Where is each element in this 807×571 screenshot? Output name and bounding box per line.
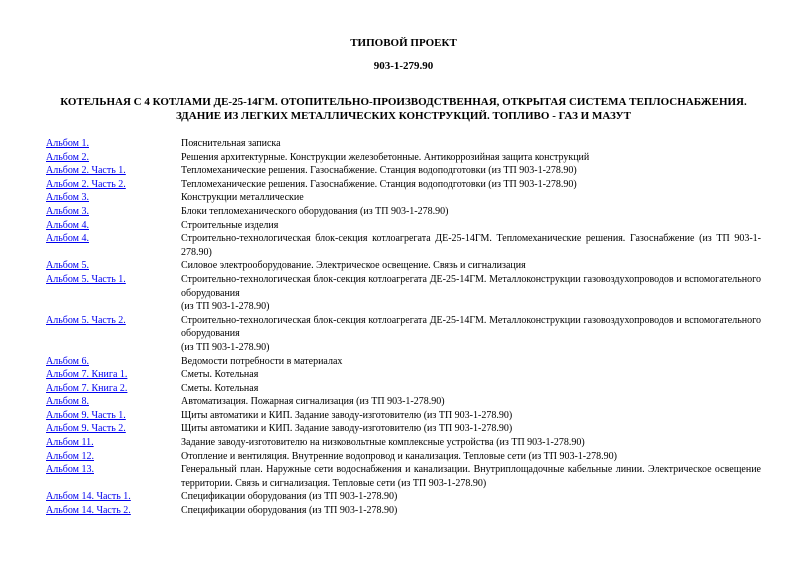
album-row [0,219,807,233]
album-row [0,137,807,151]
album-description [181,355,761,369]
album-link[interactable]: Альбом 3. [46,192,89,204]
album-description-line: Щиты автоматики и КИП. Задание заводу-изготовителю (из ТП 903-1-278.90) [181,409,513,421]
album-description [181,395,761,409]
album-row [0,232,807,259]
album-description [181,137,761,151]
album-link[interactable]: Альбом 8. [46,396,89,408]
album-row [0,436,807,450]
album-description-line: Строительно-технологическая блок-секция котлоагрегата ДЕ-25-14ГМ. Металлоконструкции газовоздухопроводов и вспомогательного оборудования [181,273,761,299]
album-row [0,205,807,219]
album-description-line: Тепломеханические решения. Газоснабжение. Станция водоподготовки (из ТП 903-1-278.90) [181,178,577,190]
album-description [181,504,761,518]
album-link[interactable]: Альбом 5. [46,260,89,272]
album-description [181,178,761,192]
album-row [0,450,807,464]
project-number: 903-1-279.90 [373,60,434,72]
album-row [0,178,807,192]
project-type-heading: ТИПОВОЙ ПРОЕКТ [350,37,457,49]
album-row [0,273,807,314]
album-description [181,368,761,382]
album-description-line: Тепломеханические решения. Газоснабжение. Станция водоподготовки (из ТП 903-1-278.90) [181,165,577,177]
album-description [181,409,761,423]
album-description [181,422,761,436]
album-description-line: Щиты автоматики и КИП. Задание заводу-изготовителю (из ТП 903-1-278.90) [181,423,513,435]
project-title-line-2: ЗДАНИЕ ИЗ ЛЕГКИХ МЕТАЛЛИЧЕСКИХ КОНСТРУКЦИЙ. ТОПЛИВО - ГАЗ И МАЗУТ [176,110,631,122]
album-description [181,191,761,205]
album-description-line: Строительные изделия [181,219,279,231]
album-link[interactable]: Альбом 4. [46,219,89,231]
album-description [181,436,761,450]
album-row [0,422,807,436]
album-link[interactable]: Альбом 1. [46,138,89,149]
album-link[interactable]: Альбом 11. [46,437,94,449]
album-row [0,259,807,273]
album-description-line: Спецификации оборудования (из ТП 903-1-278.90) [181,505,398,517]
album-description [181,259,761,273]
album-description [181,219,761,233]
album-description [181,273,761,314]
album-link[interactable]: Альбом 5. Часть 1. [46,273,126,285]
album-link[interactable]: Альбом 7. Книга 1. [46,369,128,381]
album-description-line: Задание заводу-изготовителю на низковольтные комплексные устройства (из ТП 903-1-278.90) [181,437,585,449]
project-title-line-1: КОТЕЛЬНАЯ С 4 КОТЛАМИ ДЕ-25-14ГМ. ОТОПИТЕЛЬНО-ПРОИЗВОДСТВЕННАЯ, ОТКРЫТАЯ СИСТЕМА ТЕПЛОСНАБЖЕНИЯ. [60,96,747,108]
album-link[interactable]: Альбом 9. Часть 1. [46,409,126,421]
album-row [0,151,807,165]
album-description [181,232,761,259]
album-description [181,151,761,165]
album-link[interactable]: Альбом 9. Часть 2. [46,423,126,435]
album-link[interactable]: Альбом 13. [46,464,94,476]
album-link[interactable]: Альбом 14. Часть 2. [46,505,131,517]
album-link[interactable]: Альбом 3. [46,205,89,217]
album-description-line: Конструкции металлические [181,192,304,204]
album-description [181,463,761,490]
album-row [0,409,807,423]
album-row [0,463,807,490]
album-description-line: Ведомости потребности в материалах [181,355,343,367]
album-description-line: Строительно-технологическая блок-секция котлоагрегата ДЕ-25-14ГМ. Металлоконструкции газовоздухопроводов и вспомогательного оборудования [181,314,761,340]
album-row [0,490,807,504]
album-description-line: (из ТП 903-1-278.90) [181,341,270,353]
album-description-line: Сметы. Котельная [181,382,259,394]
album-link[interactable]: Альбом 5. Часть 2. [46,314,126,326]
album-description-line: Силовое электрооборудование. Электрическое освещение. Связь и сигнализация [181,260,526,272]
album-description [181,382,761,396]
album-description [181,490,761,504]
album-description-line: Автоматизация. Пожарная сигнализация (из ТП 903-1-278.90) [181,396,445,408]
album-description-line: Спецификации оборудования (из ТП 903-1-278.90) [181,491,398,503]
album-description-line: Сметы. Котельная [181,369,259,381]
project-title [0,95,807,123]
album-row [0,368,807,382]
album-row [0,504,807,518]
album-row [0,314,807,355]
album-row [0,191,807,205]
album-link[interactable]: Альбом 2. [46,151,89,163]
album-link[interactable]: Альбом 12. [46,450,94,462]
album-description-line: Решения архитектурные. Конструкции железобетонные. Антикоррозийная защита конструкций [181,151,590,163]
album-link[interactable]: Альбом 4. [46,233,89,245]
album-row [0,382,807,396]
album-row [0,164,807,178]
album-list [0,137,807,518]
album-description [181,205,761,219]
album-description-line: Отопление и вентиляция. Внутренние водопровод и канализация. Тепловые сети (из ТП 903-1-278.90) [181,450,617,462]
album-row [0,355,807,369]
album-link[interactable]: Альбом 14. Часть 1. [46,491,131,503]
album-description-line: Генеральный план. Наружные сети водоснабжения и канализации. Внутриплощадочные кабельные линии. Электрическое освещение территории. Связь и сигнализация. Тепловые сети (из ТП 903-1-278.90) [181,464,761,489]
album-description-line: Строительно-технологическая блок-секция котлоагрегата ДЕ-25-14ГМ. Тепломеханические решения. Газоснабжение (из ТП 903-1-278.90) [181,233,761,258]
album-description [181,314,761,355]
album-link[interactable]: Альбом 6. [46,355,89,367]
album-description-line: (из ТП 903-1-278.90) [181,301,270,313]
album-link[interactable]: Альбом 2. Часть 2. [46,178,126,190]
album-link[interactable]: Альбом 7. Книга 2. [46,382,128,394]
album-row [0,395,807,409]
album-description [181,450,761,464]
album-description [181,164,761,178]
album-description-line: Блоки тепломеханического оборудования (из ТП 903-1-278.90) [181,205,449,217]
album-description-line: Пояснительная записка [181,138,281,149]
album-link[interactable]: Альбом 2. Часть 1. [46,165,126,177]
